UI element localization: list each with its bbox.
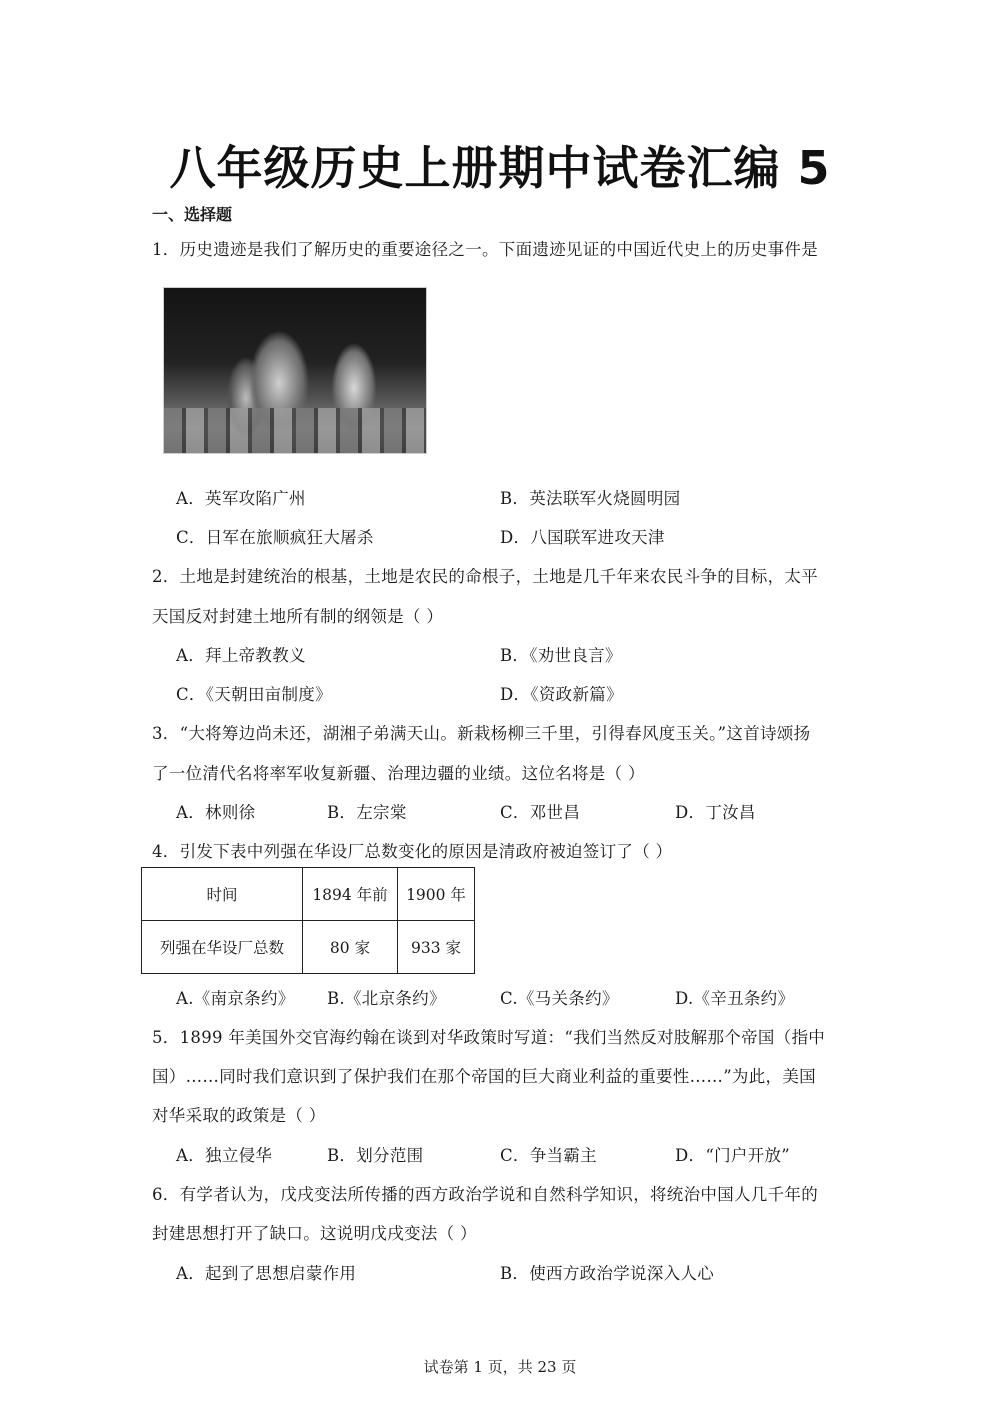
question-3-text-line1: 3．“大将筹边尚未还，湖湘子弟满天山。新栽杨柳三千里，引得春风度玉关。”这首诗颂扬: [152, 724, 811, 743]
question-3-text-line2: 了一位清代名将率军收复新疆、治理边疆的业绩。这位名将是（ ）: [152, 764, 645, 783]
q4-option-b: B.《北京条约》: [327, 989, 446, 1008]
question-5-text-line2: 国）……同时我们意识到了保护我们在那个帝国的巨大商业利益的重要性……”为此，美国: [152, 1067, 816, 1086]
q6-option-b: B．使西方政治学说深入人心: [500, 1264, 715, 1283]
question-5-text-line3: 对华采取的政策是（ ）: [152, 1106, 326, 1125]
q1-option-c: C．日军在旅顺疯狂大屠杀: [176, 528, 374, 547]
page-footer: 试卷第 1 页，共 23 页: [423, 1358, 577, 1376]
table-header-row: [142, 868, 475, 921]
table-cell: 933 家: [398, 921, 475, 974]
section-heading: 一、选择题: [152, 205, 233, 224]
document-title: 八年级历史上册期中试卷汇编 5: [169, 141, 831, 195]
q5-option-c: C．争当霸主: [500, 1146, 597, 1165]
q3-option-b: B．左宗棠: [327, 803, 407, 822]
question-6-text-line2: 封建思想打开了缺口。这说明戊戌变法（ ）: [152, 1224, 477, 1243]
q5-option-b: B．划分范围: [327, 1146, 424, 1165]
q4-option-c: C.《马关条约》: [500, 989, 619, 1008]
question-5-text-line1: 5．1899 年美国外交官海约翰在谈到对华政策时写道：“我们当然反对肢解那个帝国（指中: [152, 1028, 826, 1047]
q4-option-d: D.《辛丑条约》: [675, 989, 795, 1008]
question-2-text-line1: 2．土地是封建统治的根基，土地是农民的命根子，土地是几千年来农民斗争的目标，太平: [152, 567, 818, 586]
ruins-photo: [163, 287, 427, 454]
table-header-cell: 时间: [142, 868, 303, 921]
q3-option-c: C．邓世昌: [500, 803, 581, 822]
table-header-cell: 1894 年前: [303, 868, 398, 921]
q1-option-b: B．英法联军火烧圆明园: [500, 489, 681, 508]
q2-option-a: A．拜上帝教教义: [176, 646, 306, 665]
q1-option-d: D．八国联军进攻天津: [500, 528, 665, 547]
table-row: [142, 921, 475, 974]
q3-option-a: A．林则徐: [176, 803, 256, 822]
q6-option-a: A．起到了思想启蒙作用: [176, 1264, 357, 1283]
q1-option-a: A．英军攻陷广州: [176, 489, 306, 508]
q2-option-d: D．《资政新篇》: [500, 685, 623, 704]
q4-option-a: A.《南京条约》: [176, 989, 295, 1008]
question-1-text: 1．历史遗迹是我们了解历史的重要途径之一。下面遗迹见证的中国近代史上的历史事件是: [152, 240, 818, 259]
q2-option-b: B．《劝世良言》: [500, 646, 622, 665]
question-4-text: 4．引发下表中列强在华设厂总数变化的原因是清政府被迫签订了（ ）: [152, 842, 673, 861]
q3-option-d: D．丁汝昌: [675, 803, 756, 822]
table-cell: 列强在华设厂总数: [142, 921, 303, 974]
q2-option-c: C．《天朝田亩制度》: [176, 685, 332, 704]
question-6-text-line1: 6．有学者认为，戊戌变法所传播的西方政治学说和自然科学知识，将统治中国人几千年的: [152, 1185, 818, 1204]
q5-option-d: D．“门户开放”: [675, 1146, 790, 1165]
q5-option-a: A．独立侵华: [176, 1146, 273, 1165]
table-header-cell: 1900 年: [398, 868, 475, 921]
table-cell: 80 家: [303, 921, 398, 974]
factory-count-table: [141, 867, 475, 974]
ruins-ground: [164, 408, 426, 453]
question-2-text-line2: 天国反对封建土地所有制的纲领是（ ）: [152, 607, 444, 626]
